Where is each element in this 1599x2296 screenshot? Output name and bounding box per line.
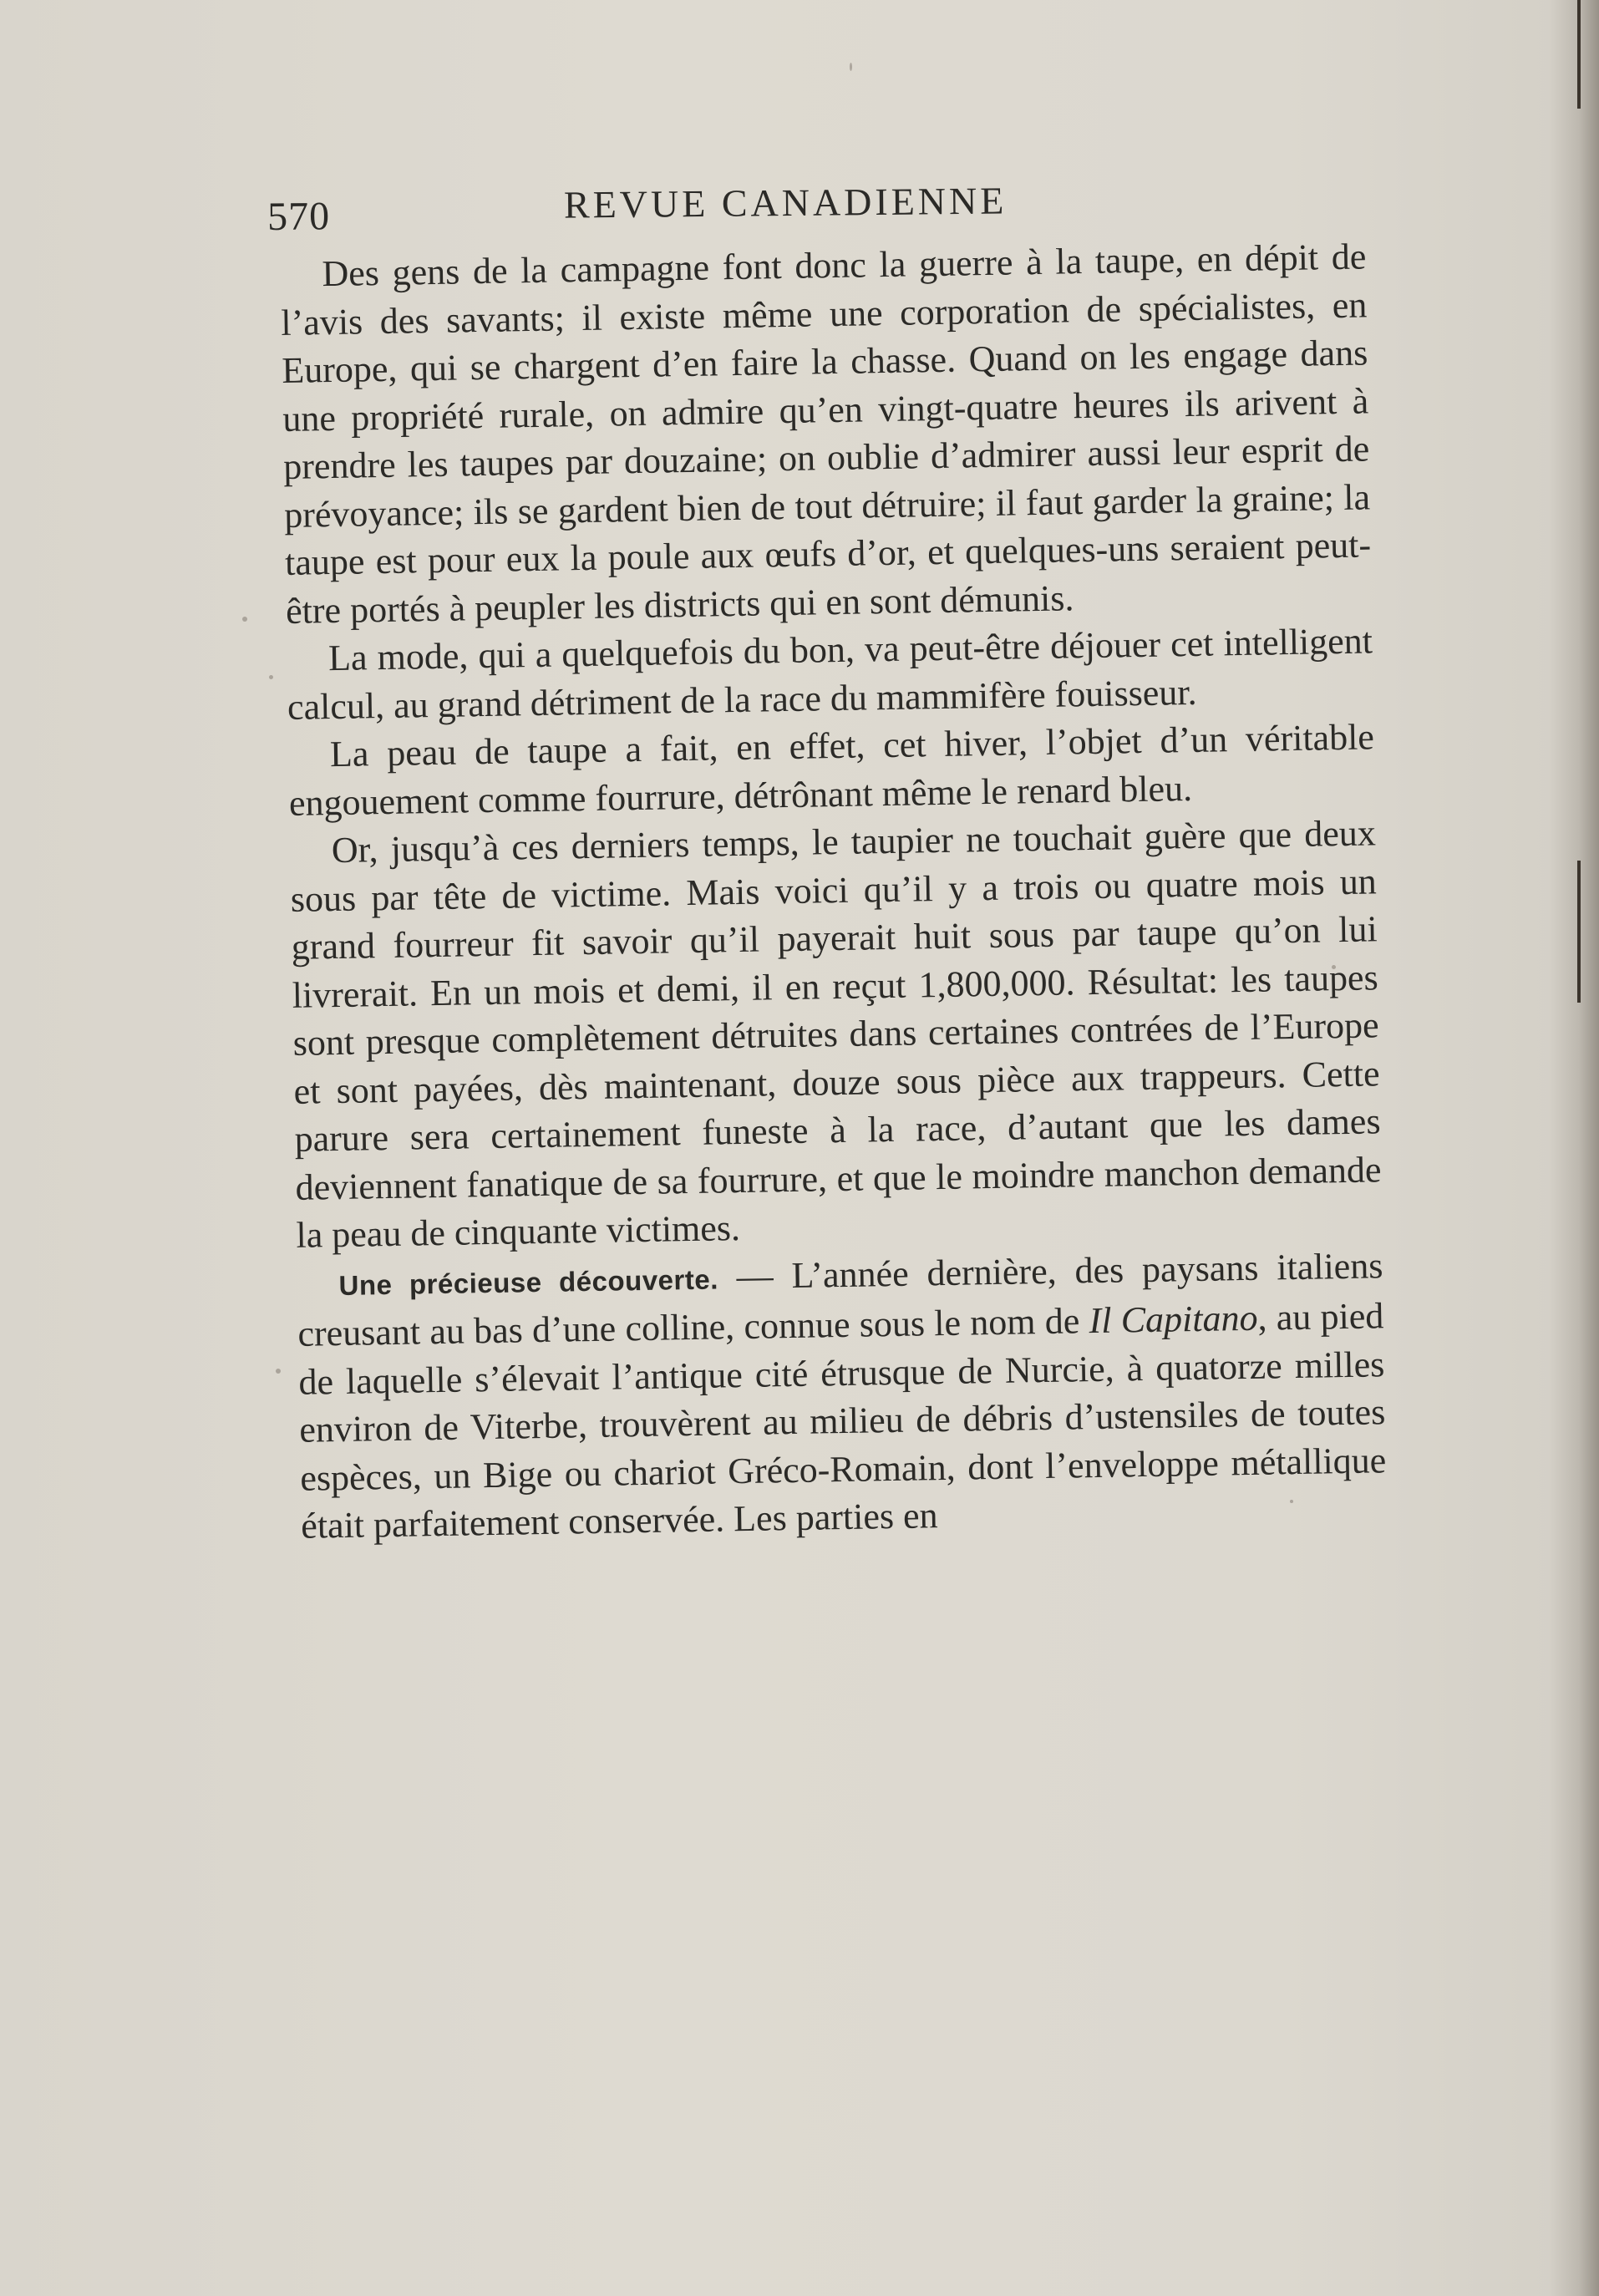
- section-precious-discovery: [297, 1242, 1388, 1551]
- paper-speck: [1332, 965, 1336, 969]
- section-text-1: L’année dernière, des paysans italiens creusant au bas d’une colline, connue sous le nom de: [297, 1244, 1383, 1354]
- paragraph-furrier: Or, jusqu’à ces derniers temps, le taupier ne touchait guère que deux sous par tête de victime. Mais voici qu’il y a trois ou quatre mois un grand fourreur fit savoir qu’il payerait huit sous par taupe qu’on lui livrerait. En un mois et demi, il en reçut 1,800,000. Résultat: les taupes sont presque complètement détruites dans certaines contrées de l’Europe et sont payées, dès maintenant, douze sous pièce aux trappeurs. Cette parure sera certainement funeste à la race, d’autant que les dames deviennent fanatique de sa fourrure, et que le moindre manchon demande la peau de cinquante victimes.: [290, 812, 1382, 1256]
- running-head: REVUE CANADIENNE: [563, 179, 1008, 226]
- body-text: [280, 232, 1388, 1550]
- paper-speck: [269, 675, 273, 679]
- spine-shadow: [1549, 0, 1599, 2296]
- paper-speck: [850, 63, 852, 71]
- paragraph-mole-skin: La peau de taupe a fait, en effet, cet hiver, l’objet d’un véritable engouement comme fourrure, détrônant même le renard bleu.: [288, 716, 1375, 824]
- spine-edge-top: [1577, 0, 1581, 109]
- paper-speck: [242, 617, 247, 622]
- section-dash: —: [718, 1254, 792, 1297]
- paragraph-fashion: La mode, qui a quelquefois du bon, va peut-être déjouer cet intelligent calcul, au grand détriment de la race du mammifère fouisseur.: [287, 620, 1373, 728]
- section-lead: Une précieuse découverte.: [338, 1262, 719, 1301]
- spine-edge-bottom: [1577, 861, 1581, 1003]
- page-header: [267, 163, 1388, 241]
- page-number: 570: [266, 194, 331, 239]
- paper-speck: [1290, 1500, 1293, 1503]
- section-italic-name: Il Capitano: [1089, 1297, 1258, 1342]
- section-text-2: , au pied de laquelle s’élevait l’antique cité étrusque de Nurcie, à quatorze milles environ de Viterbe, trouvèrent au milieu de débris d’ustensiles de toutes espèces, un Bige ou chariot Gréco-Romain, dont l’enveloppe métallique était parfaitement conservée. Les parties en: [298, 1295, 1387, 1547]
- paragraph-moles-hunting: Des gens de la campagne font donc la guerre à la taupe, en dépit de l’avis des savants; il existe même une corporation de spécialistes, en Europe, qui se chargent d’en faire la chasse. Quand on les engage dans une propriété rurale, on admire qu’en vingt-quatre heures ils arivent à prendre les taupes par douzaine; on oublie d’admirer aussi leur esprit de prévoyance; ils se gardent bien de tout détruire; il faut garder la graine; la taupe est pour eux la poule aux œufs d’or, et quelques-uns seraient peut-être portés à peupler les districts qui en sont démunis.: [281, 236, 1372, 632]
- paper-speck: [276, 1369, 281, 1374]
